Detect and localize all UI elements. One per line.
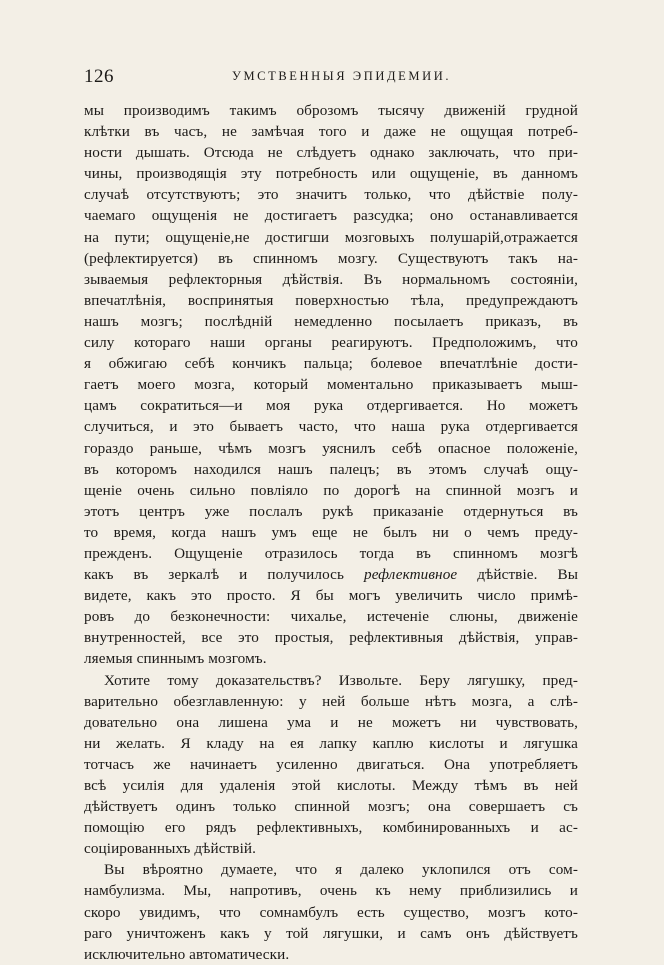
text-line: скоро увидимъ, что сомнамбулъ есть существо, мозгъ кото- bbox=[84, 903, 578, 921]
text-line: Хотите тому доказательствъ? Извольте. Беру лягушку, пред- bbox=[104, 671, 578, 689]
text-line: внутренностей, все это простыя, рефлективныя дѣйствія, управ- bbox=[84, 629, 578, 647]
text-line: нашъ мозгъ; послѣдній немедленно посылаетъ приказъ, въ bbox=[84, 312, 578, 330]
text-line: ни желать. Я кладу на ея лапку каплю кислоты и лягушка bbox=[84, 734, 578, 752]
text-line: чины, производящія эту потребность или ощущеніе, въ данномъ bbox=[84, 165, 578, 183]
text-line: я обжигаю себѣ кончикъ пальца; болевое впечатлѣніе дости- bbox=[84, 355, 578, 373]
paragraph bbox=[84, 670, 578, 860]
text-line: случаѣ отсутствуютъ; это значитъ только, что дѣйствіе полу- bbox=[84, 186, 578, 204]
text-segment: какъ въ зеркалѣ и получилось bbox=[84, 566, 364, 584]
text-line: исключительно автоматически. bbox=[84, 945, 290, 963]
text-segment: дѣйствіе. Вы bbox=[457, 566, 579, 584]
text-line: тотчасъ же начинаетъ усиленно двигаться. Она употребляетъ bbox=[84, 755, 578, 773]
page-number: 126 bbox=[84, 66, 114, 87]
running-head bbox=[84, 66, 578, 86]
paragraph bbox=[84, 859, 578, 964]
text-line: мы производимъ такимъ оброзомъ тысячу движеній грудной bbox=[84, 102, 578, 119]
paragraph bbox=[84, 100, 578, 670]
text-line: чаемаго ощущенія не достигаетъ разсудка; оно останавливается bbox=[84, 207, 578, 225]
text-line: впечатлѣнія, воспринятыя поверхностью тѣла, предупреждаютъ bbox=[84, 291, 578, 309]
text-line-with-emphasis bbox=[84, 564, 578, 585]
text-line: цамъ сократиться—и моя рука отдергивается. Но можетъ bbox=[84, 397, 578, 415]
text-line: щеніе очень сильно повліяло по дорогѣ на спинной мозгъ и bbox=[84, 481, 578, 499]
running-title: УМСТВЕННЫЯ ЭПИДЕМИИ. bbox=[232, 69, 452, 83]
text-line: на пути; ощущеніе,не достигши мозговыхъ полушарій,отражается bbox=[84, 228, 578, 246]
text-line: ляемыя спиннымъ мозгомъ. bbox=[84, 650, 267, 668]
text-line: то время, когда нашъ умъ еще не былъ ни о чемъ преду- bbox=[84, 523, 578, 541]
text-line: помощію его рядъ рефлективныхъ, комбинированныхъ и ас- bbox=[84, 819, 578, 837]
italic-term: рефлективное bbox=[364, 566, 458, 584]
text-line: прежденъ. Ощущеніе отразилось тогда въ спинномъ мозгѣ bbox=[84, 544, 578, 562]
text-line: гораздо раньше, чѣмъ мозгъ уяснилъ себѣ опасное положеніе, bbox=[84, 439, 578, 457]
text-line: намбулизма. Мы, напротивъ, очень къ нему приблизились и bbox=[84, 882, 578, 900]
text-line: (рефлектируется) въ спинномъ мозгу. Существуютъ такъ на- bbox=[84, 249, 578, 267]
text-line: Вы вѣроятно думаете, что я далеко уклопился отъ сом- bbox=[104, 861, 578, 879]
text-line: довательно она лишена ума и не можетъ ни чувствовать, bbox=[84, 713, 578, 731]
text-line: этотъ центръ уже послалъ рукѣ приказаніе отдернуться въ bbox=[84, 502, 578, 520]
text-line: зываемыя рефлекторныя дѣйствія. Въ нормальномъ состояніи, bbox=[84, 270, 578, 288]
text-line: въ которомъ находился нашъ палецъ; въ этомъ случаѣ ощу- bbox=[84, 460, 578, 478]
text-line: раго уничтоженъ какъ у той лягушки, и самъ онъ дѣйствуетъ bbox=[84, 924, 578, 942]
text-line: гаетъ моего мозга, который моментально приказываетъ мыш- bbox=[84, 376, 578, 394]
text-line: соціированныхъ дѣйствій. bbox=[84, 840, 257, 858]
text-line: случиться, и это бываетъ часто, что наша рука отдергивается bbox=[84, 418, 578, 436]
text-line: всѣ усилія для удаленія этой кислоты. Между тѣмъ въ ней bbox=[84, 777, 578, 794]
text-line: силу котораго наши органы реагируютъ. Предположимъ, что bbox=[84, 334, 578, 352]
text-line: ровъ до безконечности: чихалье, истеченіе слюны, движеніе bbox=[84, 608, 578, 626]
text-line: варительно обезглавленную: у ней больше нѣтъ мозга, а слѣ- bbox=[84, 692, 578, 710]
text-line: дѣйствуетъ одинъ только спинной мозгъ; она совершаетъ съ bbox=[84, 798, 578, 816]
text-line: видете, какъ это просто. Я бы могъ увеличить число примѣ- bbox=[84, 587, 578, 605]
body-text bbox=[84, 100, 578, 965]
text-line: ности дышать. Отсюда не слѣдуетъ однако заключать, что при- bbox=[84, 144, 578, 162]
text-line: клѣтки въ часъ, не замѣчая того и даже не ощущая потреб- bbox=[84, 123, 578, 141]
